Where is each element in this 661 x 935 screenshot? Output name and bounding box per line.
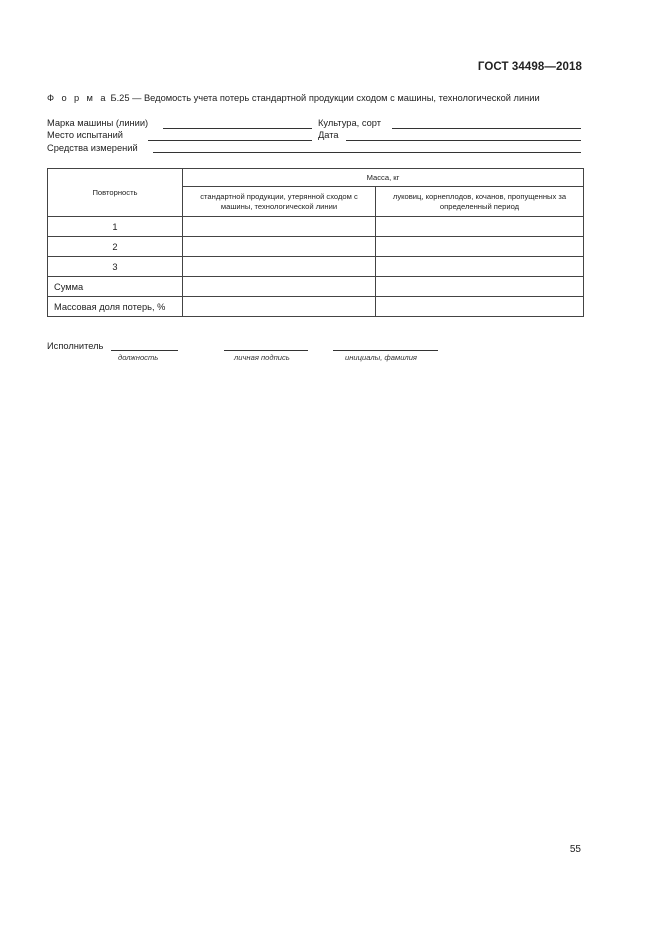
position-field[interactable] [111, 350, 178, 351]
initials-caption: инициалы, фамилия [345, 353, 417, 362]
value-cell[interactable] [183, 257, 376, 277]
standard-designation: ГОСТ 34498—2018 [477, 61, 582, 73]
header-bulbs: луковиц, корнеплодов, кочанов, пропущенных за определенный период [376, 187, 584, 217]
instruments-label: Средства измерений [47, 143, 138, 153]
culture-label: Культура, сорт [318, 118, 381, 128]
value-cell[interactable] [183, 237, 376, 257]
date-field[interactable] [346, 140, 581, 141]
form-title-text: Б.25 — Ведомость учета потерь стандартной продукции сходом с машины, технологической линии [107, 93, 540, 103]
table-row [48, 217, 584, 237]
row-label: 1 [48, 217, 183, 237]
place-field[interactable] [148, 140, 312, 141]
table-row [48, 237, 584, 257]
position-caption: должность [118, 353, 159, 362]
machine-field[interactable] [163, 128, 312, 129]
signature-field[interactable] [224, 350, 308, 351]
value-cell[interactable] [376, 297, 584, 317]
value-cell[interactable] [376, 237, 584, 257]
signature-caption: личная подпись [234, 353, 290, 362]
row-label-sum: Сумма [48, 277, 183, 297]
value-cell[interactable] [376, 217, 584, 237]
header-standard-product: стандартной продукции, утерянной сходом с машины, технологической линии [183, 187, 376, 217]
header-mass: Масса, кг [183, 169, 584, 187]
executor-label: Исполнитель [47, 341, 104, 351]
table-row [48, 257, 584, 277]
place-label: Место испытаний [47, 130, 123, 140]
value-cell[interactable] [183, 297, 376, 317]
form-prefix: Ф о р м а [47, 93, 108, 103]
value-cell[interactable] [376, 257, 584, 277]
instruments-field[interactable] [153, 152, 581, 153]
table-row [48, 277, 584, 297]
culture-field[interactable] [392, 128, 581, 129]
value-cell[interactable] [183, 277, 376, 297]
date-label: Дата [318, 130, 339, 140]
form-title [47, 93, 587, 103]
value-cell[interactable] [376, 277, 584, 297]
header-repeat: Повторность [48, 169, 183, 217]
machine-label: Марка машины (линии) [47, 118, 149, 128]
value-cell[interactable] [183, 217, 376, 237]
row-label-loss-share: Массовая доля потерь, % [48, 297, 183, 317]
loss-table [47, 168, 584, 317]
row-label: 3 [48, 257, 183, 277]
row-label: 2 [48, 237, 183, 257]
initials-field[interactable] [333, 350, 438, 351]
table-row [48, 297, 584, 317]
page-number: 55 [569, 844, 581, 855]
